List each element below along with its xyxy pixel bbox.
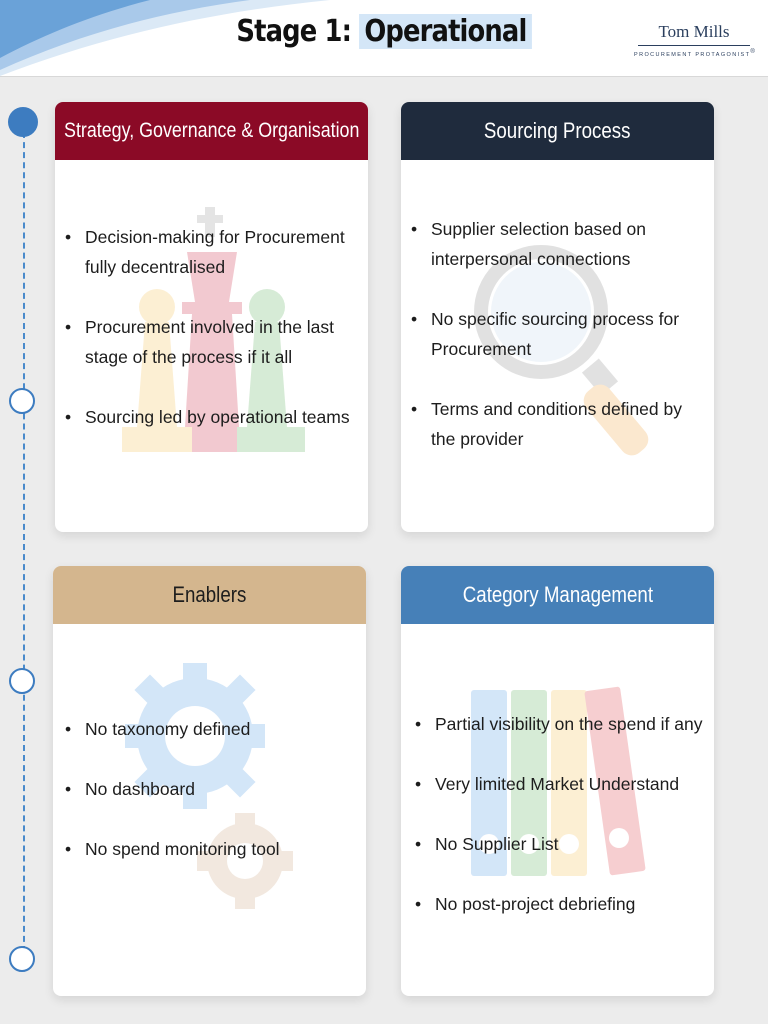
logo-name: Tom Mills	[658, 22, 730, 41]
list-item: • Supplier selection based on interpersonal connections	[411, 214, 706, 274]
timeline-node	[9, 668, 35, 694]
logo-tagline	[634, 49, 757, 58]
list-item: • No post-project debriefing	[415, 889, 710, 919]
card-bullet-list	[65, 714, 355, 894]
list-item: • Procurement involved in the last stage of the process if it all	[65, 312, 355, 372]
card-title: Enablers	[172, 582, 247, 607]
card-header	[401, 102, 714, 160]
card-sourcing-process	[401, 102, 714, 532]
page-title	[54, 14, 714, 49]
card-header	[55, 102, 368, 160]
registered-mark: ®	[750, 49, 757, 55]
timeline-node	[9, 388, 35, 414]
logo-divider	[638, 45, 750, 46]
card-enablers	[53, 566, 366, 996]
timeline-line	[23, 122, 25, 962]
card-header	[53, 566, 366, 624]
timeline-node-active	[8, 107, 38, 137]
list-item: • Partial visibility on the spend if any	[415, 709, 710, 739]
page-title-highlight: Operational	[359, 14, 531, 49]
card-bullet-list	[415, 709, 710, 949]
list-item: • No taxonomy defined	[65, 714, 355, 744]
timeline-node	[9, 946, 35, 972]
list-item: • Decision-making for Procurement fully decentralised	[65, 222, 355, 282]
card-category-management	[401, 566, 714, 996]
list-item: • Very limited Market Understand	[415, 769, 710, 799]
logo-tagline-text: PROCUREMENT PROTAGONIST	[634, 51, 751, 58]
list-item: • No spend monitoring tool	[65, 834, 355, 864]
card-bullet-list	[65, 222, 355, 462]
page-title-prefix: Stage 1:	[236, 14, 360, 49]
card-header	[401, 566, 714, 624]
list-item: • Terms and conditions defined by the provider	[411, 394, 706, 454]
list-item: • No specific sourcing process for Procurement	[411, 304, 706, 364]
page-header	[0, 0, 768, 77]
card-title: Category Management	[462, 582, 653, 607]
card-title: Sourcing Process	[484, 118, 631, 143]
list-item: • No Supplier List	[415, 829, 710, 859]
list-item: • No dashboard	[65, 774, 355, 804]
brand-logo	[634, 22, 757, 58]
card-strategy-governance	[55, 102, 368, 532]
list-item: • Sourcing led by operational teams	[65, 402, 355, 432]
card-bullet-list	[411, 214, 706, 484]
card-title: Strategy, Governance & Organisation	[63, 119, 360, 142]
